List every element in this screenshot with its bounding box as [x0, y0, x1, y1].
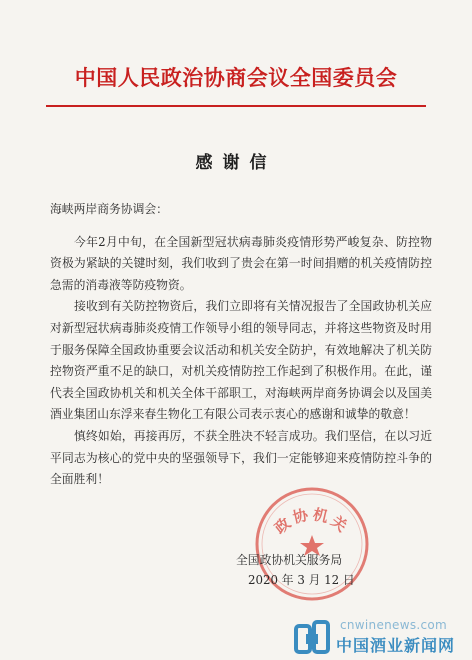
- seal-text: 政协机关: [271, 505, 353, 538]
- signature-org: 全国政协机关服务局: [236, 553, 343, 567]
- org-letterhead: 中国人民政治协商会议全国委员会: [74, 65, 398, 90]
- svg-text:政协机关: [271, 505, 353, 537]
- cnwinenews-logo-icon: [294, 620, 332, 656]
- paragraph-1: 今年2月中旬，在全国新型冠状病毒肺炎疫情形势严峻复杂、防控物资极为紧缺的关键时刻，我们收到了贵会在第一时间捐赠的机关疫情防控急需的消毒液等防疫物资。: [50, 234, 432, 292]
- watermark-site-name: 中国酒业新闻网: [336, 636, 456, 655]
- salutation: 海峡两岸商务协调会：: [50, 202, 168, 216]
- letter-body: [50, 199, 432, 491]
- letterhead-divider: [46, 105, 426, 107]
- letter-title: 感谢信: [195, 153, 277, 173]
- signature-date: 2020 年 3 月 12 日: [248, 573, 355, 587]
- paragraph-3: 慎终如始，再接再厉，不获全胜决不轻言成功。我们坚信，在以习近平同志为核心的党中央的坚强领导下，我们一定能够迎来疫情防控斗争的全面胜利！: [50, 428, 432, 487]
- paragraph-2: 接收到有关防控物资后，我们立即将有关情况报告了全国政协机关应对新型冠状病毒肺炎疫情工作领导小组的领导同志，并将这些物资及时用于服务保障全国政协重要会议活动和机关安全防护，有效地解决了机关防控物资严重不足的缺口，对机关疫情防控工作起到了积极作用。在此，谨代表全国政协机关和机关全体干部职工，对海峡两岸商务协调会以及国美酒业集团山东浮来春生物化工有限公司表示衷心的感谢和诚挚的敬意！: [50, 299, 432, 422]
- site-watermark: [290, 616, 472, 660]
- watermark-url: cnwinenews.com: [340, 618, 448, 632]
